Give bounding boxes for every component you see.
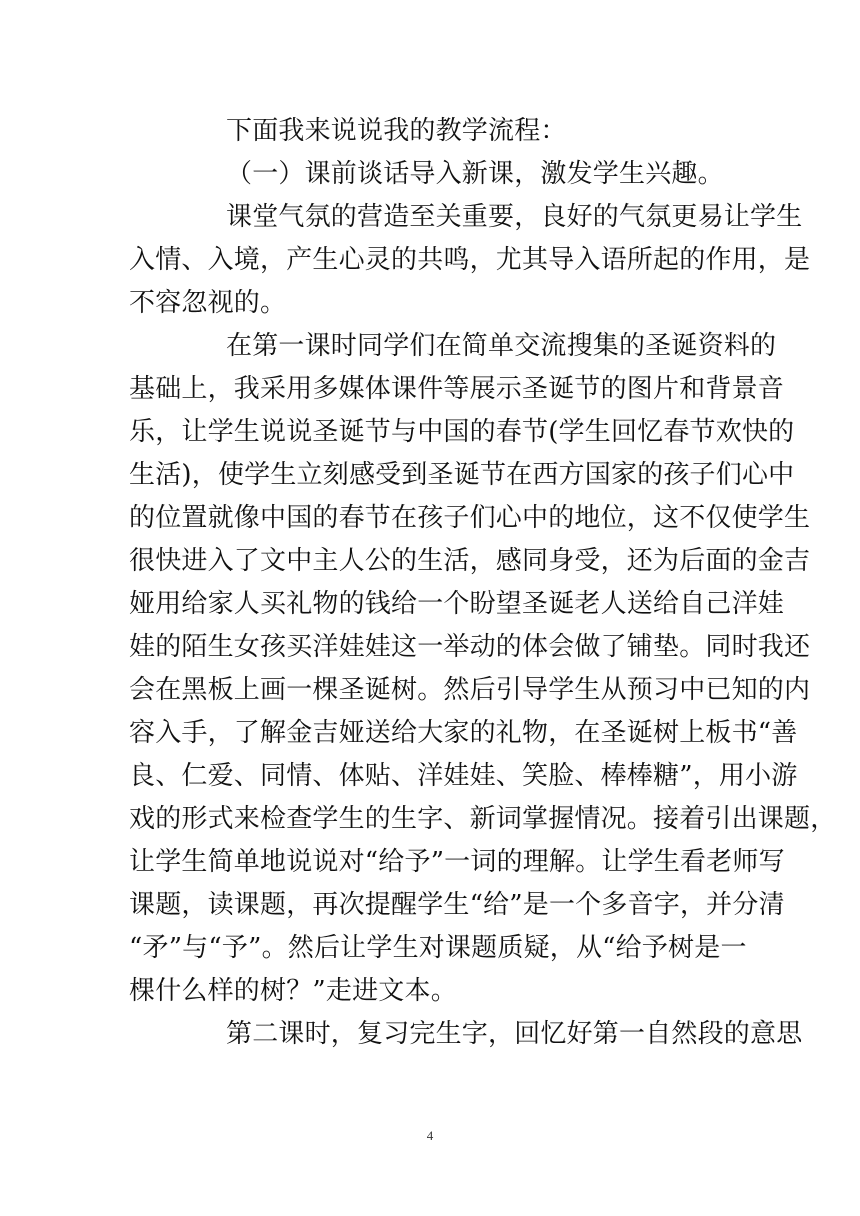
text-line-15: 容入手，了解金吉娅送给大家的礼物，在圣诞树上板书“善 [129,718,798,748]
text-line-17: 戏的形式来检查学生的生字、新词掌握情况。接着引出课题， [129,804,837,834]
page-number: 4 [426,1128,434,1143]
text-line-3: 课堂气氛的营造至关重要，良好的气氛更易让学生 [226,202,803,232]
text-line-18: 让学生简单地说说对“给予”一词的理解。让学生看老师写 [129,847,785,877]
text-line-22: 第二课时，复习完生字，回忆好第一自然段的意思 [226,1019,803,1049]
text-line-6: 在第一课时同学们在简单交流搜集的圣诞资料的 [226,331,777,361]
text-line-20: “矛”与“予”。然后让学生对课题质疑，从“给予树是一 [129,933,747,963]
text-line-9: 生活)，使学生立刻感受到圣诞节在西方国家的孩子们心中 [129,460,795,490]
text-line-13: 娃的陌生女孩买洋娃娃这一举动的体会做了铺垫。同时我还 [129,632,811,662]
section-heading: （一）课前谈话导入新课，激发学生兴趣。 [226,159,724,189]
text-line-12: 娅用给家人买礼物的钱给一个盼望圣诞老人送给自己洋娃 [129,589,785,619]
text-line-14: 会在黑板上画一棵圣诞树。然后引导学生从预习中已知的内 [129,675,811,705]
text-line-10: 的位置就像中国的春节在孩子们心中的地位，这不仅使学生 [129,503,811,533]
text-line-4: 入情、入境，产生心灵的共鸣，尤其导入语所起的作用，是 [129,245,811,275]
text-line-11: 很快进入了文中主人公的生活，感同身受，还为后面的金吉 [129,546,811,576]
text-line-1: 下面我来说说我的教学流程： [226,116,567,146]
text-line-7: 基础上，我采用多媒体课件等展示圣诞节的图片和背景音 [129,374,785,404]
text-line-5: 不容忽视的。 [129,288,287,318]
text-line-19: 课题，读课题，再次提醒学生“给”是一个多音字，并分清 [129,890,785,920]
text-line-8: 乐，让学生说说圣诞节与中国的春节(学生回忆春节欢快的 [129,417,795,447]
text-line-21: 棵什么样的树？”走进文本。 [129,976,457,1006]
text-line-16: 良、仁爱、同情、体贴、洋娃娃、笑脸、棒棒糖”，用小游 [129,761,798,791]
